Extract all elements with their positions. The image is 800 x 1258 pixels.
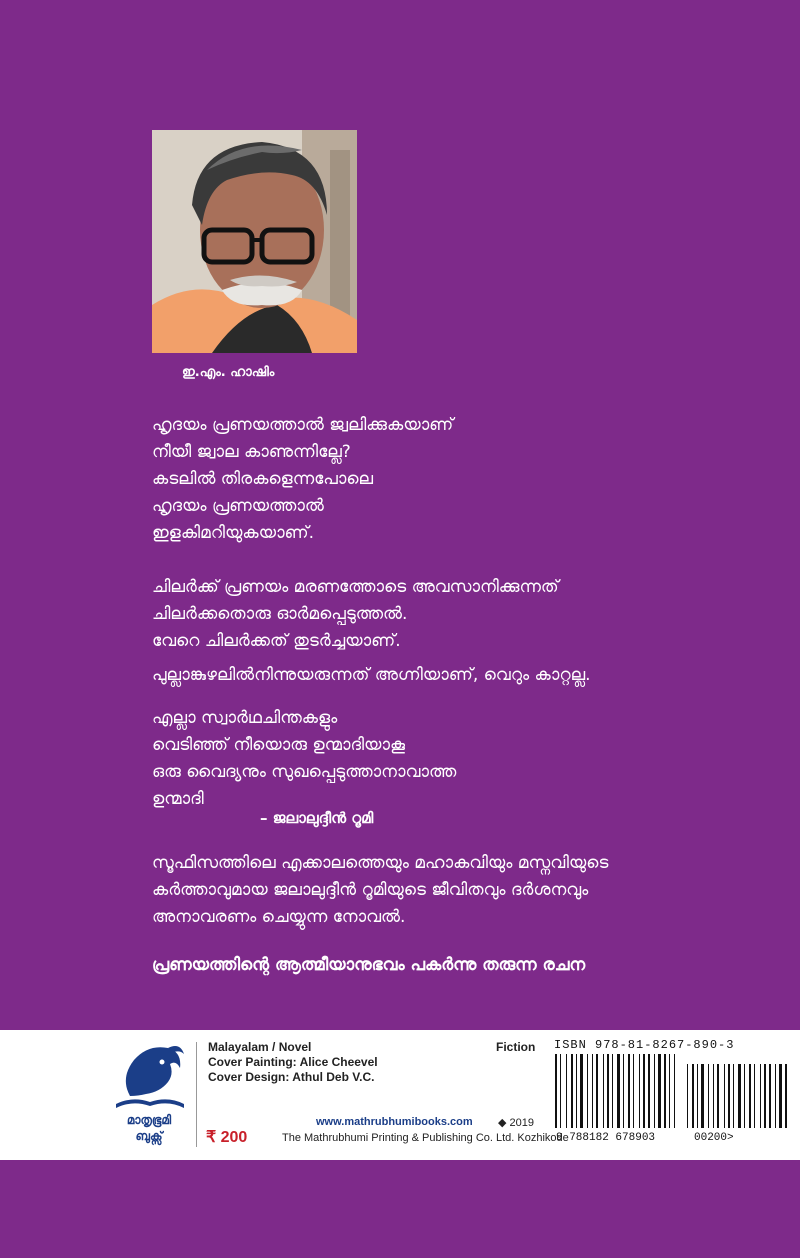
genre-label: Fiction (496, 1040, 536, 1054)
poem-line: ഉന്മാദി (152, 789, 204, 809)
poem-line: ഇളകിമറിയുകയാണ്. (152, 523, 315, 543)
blurb (152, 850, 662, 931)
poem-line: നീയീ ജ്വാല കാണുന്നില്ലേ? (152, 442, 351, 462)
cover-design-credit: Cover Design: Athul Deb V.C. (208, 1070, 375, 1084)
poem-line: ചിലർക്ക് പ്രണയം മരണത്തോടെ അവസാനിക്കുന്നത് (152, 577, 559, 597)
tagline: പ്രണയത്തിന്റെ ആത്മീയാനുഭവം പകർന്നു തരുന്ന രചന (152, 955, 586, 975)
bottom-band (0, 1160, 800, 1258)
footer-divider (196, 1042, 197, 1147)
author-name-caption: ഇ.എം. ഹാഷിം (182, 365, 275, 380)
poem-line: വേറെ ചിലർക്കത് തുടർച്ചയാണ്. (152, 631, 401, 651)
barcode-number: 9 788182 678903 (556, 1132, 656, 1144)
blurb-line: അനാവരണം ചെയ്യുന്ന നോവൽ. (152, 907, 406, 927)
poem-line: ഹൃദയം പ്രണയത്താൽ ജ്വലിക്കുകയാണ് (152, 415, 454, 435)
publisher-logo-text (112, 1112, 186, 1144)
isbn-label: ISBN 978-81-8267-890-3 (554, 1038, 735, 1052)
elephant-logo-icon (110, 1038, 190, 1114)
barcode-icon (553, 1054, 793, 1132)
poem-line: എല്ലാ സ്വാർഥചിന്തകളും (152, 708, 338, 728)
poem-line: ഒരു വൈദ്യനും സുഖപ്പെടുത്താനാവാത്ത (152, 762, 457, 782)
poem-line: ചിലർക്കതൊരു ഓർമപ്പെടുത്തൽ. (152, 604, 408, 624)
category-label: Malayalam / Novel (208, 1040, 312, 1054)
poem-stanza-1 (152, 412, 672, 547)
poem-stanza-3 (152, 662, 672, 689)
cover-painting-credit: Cover Painting: Alice Cheevel (208, 1055, 378, 1069)
publication-year: ◆ 2019 (498, 1117, 534, 1129)
author-photo (152, 130, 357, 353)
blurb-line: സൂഫിസത്തിലെ എക്കാലത്തെയും മഹാകവിയും മസ്നവിയുടെ (152, 853, 609, 873)
book-meta (208, 1040, 378, 1085)
author-portrait-image (152, 130, 357, 353)
blurb-line: കർത്താവുമായ ജലാലുദ്ദീൻ റൂമിയുടെ ജീവിതവും ദർശനവും (152, 880, 589, 900)
logo-line-1: മാതൃഭൂമി (126, 1113, 172, 1127)
poem-line: വെടിഞ്ഞ് നീയൊരു ഉന്മാദിയാകൂ (152, 735, 406, 755)
logo-line-2: ബുക്സ് (135, 1129, 163, 1143)
website-link[interactable]: www.mathrubhumibooks.com (316, 1116, 473, 1128)
poem-line: ഹൃദയം പ്രണയത്താൽ (152, 496, 324, 516)
poem-line: പുല്ലാങ്കുഴലിൽനിന്നുയരുന്നത് അഗ്നിയാണ്, വെറും കാറ്റല്ല. (152, 665, 591, 685)
poem-stanza-4 (152, 705, 672, 813)
poem-attribution: – ജലാലുദ്ദീൻ റൂമി (260, 809, 374, 827)
poem-line: കടലിൽ തിരകളെന്നപോലെ (152, 469, 374, 489)
poem-stanza-2 (152, 574, 672, 655)
barcode-addon-number: 00200> (694, 1132, 734, 1144)
publisher-name: The Mathrubhumi Printing & Publishing Co. Ltd. Kozhikode (282, 1132, 569, 1144)
price-label: ₹ 200 (206, 1129, 248, 1146)
